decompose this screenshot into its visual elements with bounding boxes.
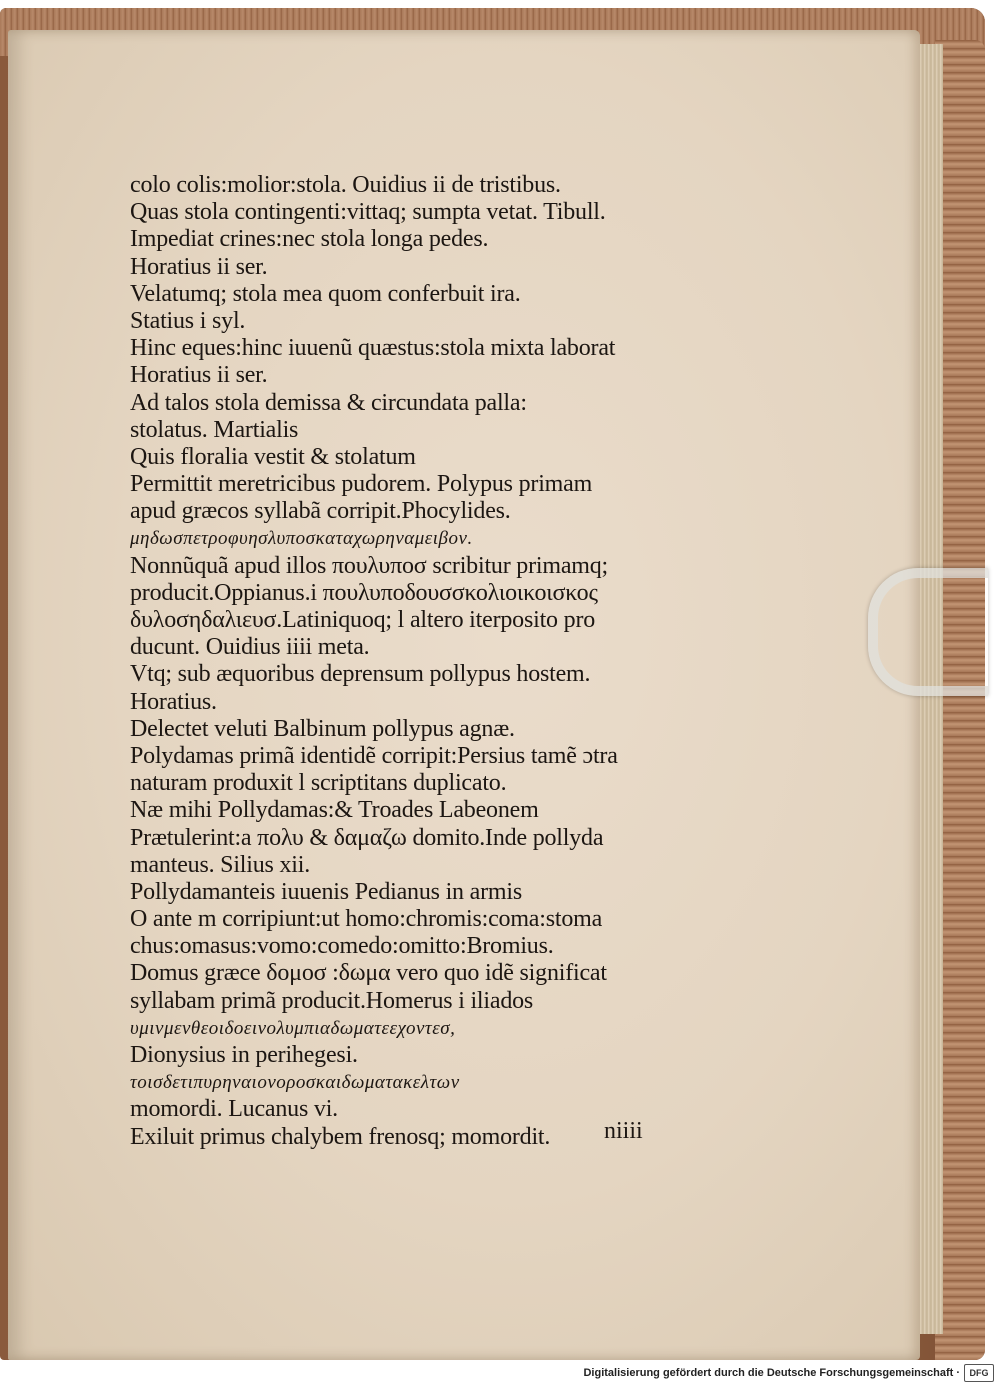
text-line: stolatus. Martialis — [130, 416, 299, 443]
text-line: τοισδετιπυρηναιονοροσκαιδωματακελτων — [130, 1072, 460, 1094]
text-line: Statius i syl. — [130, 307, 246, 334]
text-line: Horatius ii ser. — [130, 362, 268, 389]
text-line: μηδωσπετροφυησλυποσκαταχωρηναμειβον. — [130, 528, 473, 550]
text-line: Prætulerint:a πολυ & δαμαζω domito.Inde pollyda — [130, 824, 604, 851]
text-line: Delectet veluti Balbinum pollypus agnæ. — [130, 715, 515, 742]
text-line: syllabam primã producit.Homerus i iliados — [130, 987, 534, 1014]
text-line: Domus græce δομοσ :δωμα vero quo idẽ significat — [130, 960, 607, 987]
text-line: momordi. Lucanus vi. — [130, 1096, 338, 1123]
text-line: colo colis:molior:stola. Ouidius ii de tristibus. — [130, 172, 561, 198]
text-line: Velatumq; stola mea quom conferbuit ira. — [130, 280, 521, 307]
footer-credit: Digitalisierung gefördert durch die Deutsche Forschungsgemeinschaft · — [583, 1367, 960, 1379]
text-line: Vtq; sub æquoribus deprensum pollypus hostem. — [130, 661, 591, 688]
text-line: naturam produxit l scriptitans duplicato. — [130, 770, 507, 797]
text-line: chus:omasus:vomo:comedo:omitto:Bromius. — [130, 933, 554, 960]
text-line: producit.Oppianus.i πουλυποδουσσκολιοικοισκος — [130, 579, 598, 606]
text-line: Næ mihi Pollydamas:& Troades Labeonem — [130, 797, 539, 824]
text-line: Hinc eques:hinc iuuenũ quæstus:stola mixta laborat — [130, 335, 616, 362]
text-line: υμινμενθεοιδοεινολυμπιαδωματεεχοντεσ, — [130, 1017, 456, 1039]
text-line: Permittit meretricibus pudorem. Polypus primam — [130, 471, 593, 498]
text-line: Exiluit primus chalybem frenosq; momordit. — [130, 1123, 551, 1150]
text-line: Polydamas primã identidẽ corripit:Persius tamẽ ɔtra — [130, 742, 618, 769]
text-line: O ante m corripiunt:ut homo:chromis:coma:stoma — [130, 906, 603, 933]
dfg-logo: DFG — [964, 1364, 994, 1382]
page-text — [130, 172, 720, 1151]
text-line: Horatius ii ser. — [130, 253, 268, 280]
text-line: Impediat crines:nec stola longa pedes. — [130, 226, 489, 253]
signature-mark: niiii — [604, 1118, 643, 1144]
footer-bar — [0, 1360, 1000, 1387]
text-line: Nonnũquã apud illos πουλυποσ scribitur primamq; — [130, 552, 609, 579]
text-line: Ad talos stola demissa & circundata palla: — [130, 389, 527, 416]
text-line: apud græcos syllabã corripit.Phocylides. — [130, 498, 511, 525]
text-line: Horatius. — [130, 688, 217, 715]
text-line: Quis floralia vestit & stolatum — [130, 443, 416, 470]
text-line: Dionysius in perihegesi. — [130, 1042, 358, 1068]
text-line: Quas stola contingenti:vittaq; sumpta vetat. Tibull. — [130, 199, 606, 226]
text-line: ducunt. Ouidius iiii meta. — [130, 634, 370, 661]
text-line: δυλοσηδαλιευσ.Latiniquoq; l altero iterposito pro — [130, 607, 596, 633]
text-line: manteus. Silius xii. — [130, 851, 311, 878]
page-clip — [868, 568, 988, 696]
text-line: Pollydamanteis iuuenis Pedianus in armis — [130, 878, 522, 905]
